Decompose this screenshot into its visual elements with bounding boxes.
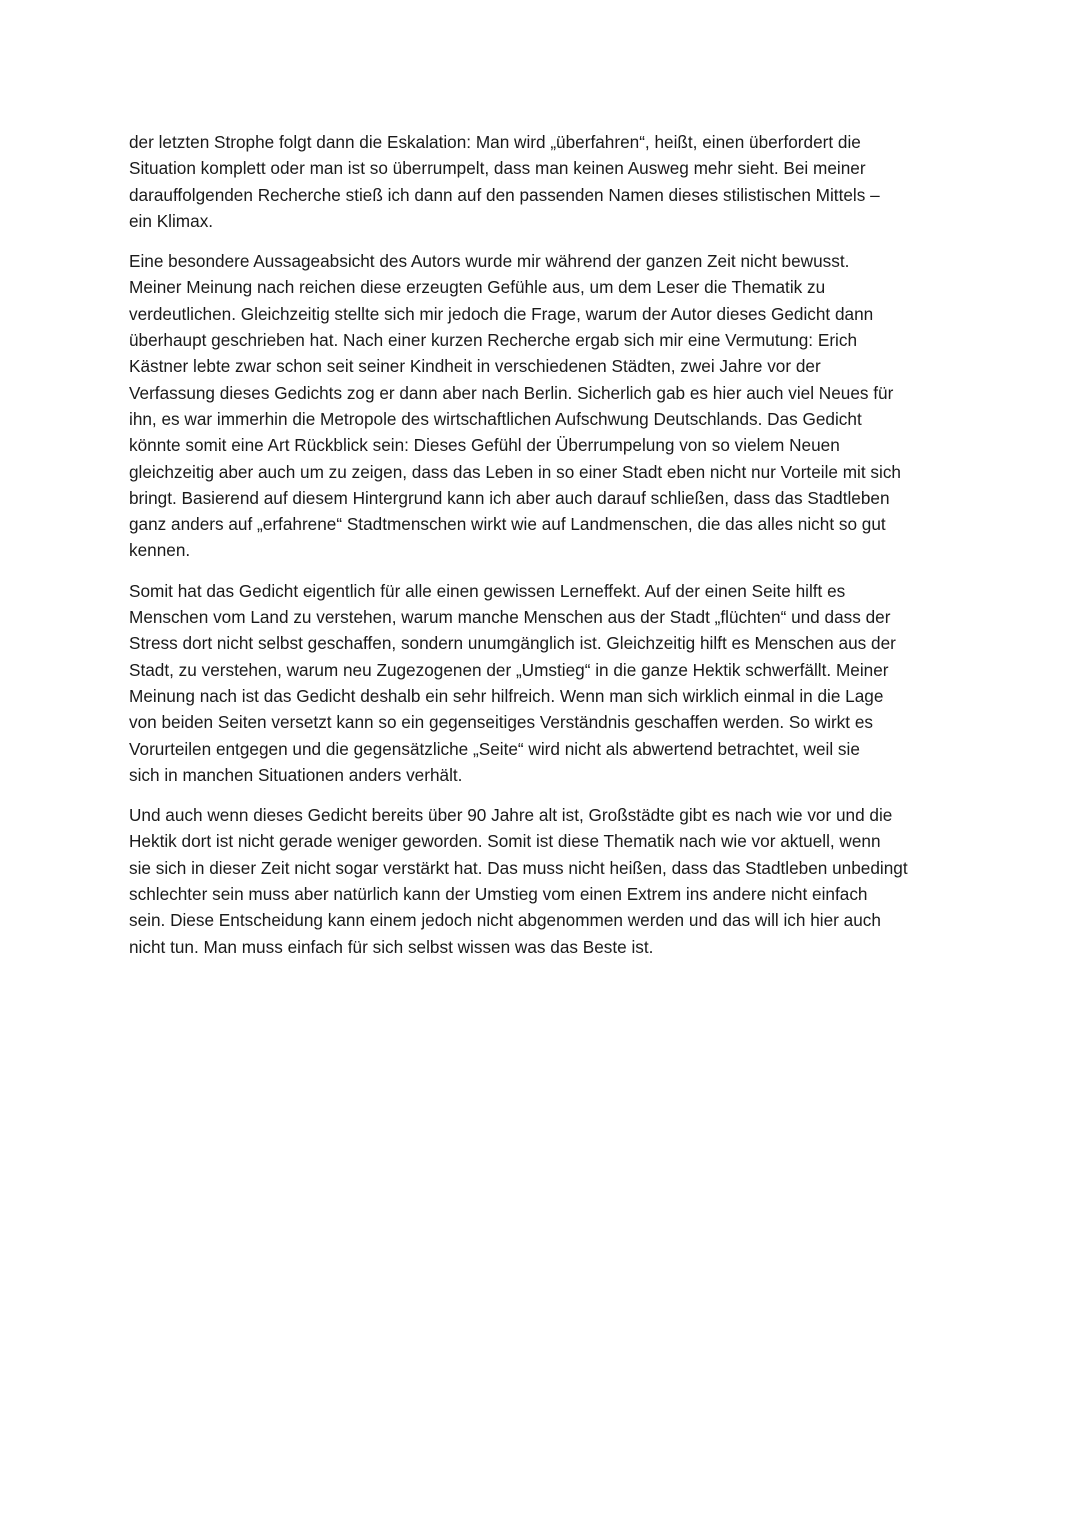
text-line: Meiner Meinung nach reichen diese erzeugten Gefühle aus, um dem Leser die Thematik zu: [129, 277, 826, 298]
text-line: gleichzeitig aber auch um zu zeigen, dass das Leben in so einer Stadt eben nicht nur Vorteile mit sich: [129, 461, 901, 482]
text-line: sein. Diese Entscheidung kann einem jedoch nicht abgenommen werden und das will ich hier auch: [129, 910, 881, 931]
text-line: Und auch wenn dieses Gedicht bereits über 90 Jahre alt ist, Großstädte gibt es nach wie vor und die: [129, 805, 893, 826]
paragraph-1: [129, 129, 955, 234]
text-line: Hektik dort ist nicht gerade weniger geworden. Somit ist diese Thematik nach wie vor aktuell, wenn: [129, 831, 881, 852]
text-line: Stress dort nicht selbst geschaffen, sondern unumgänglich ist. Gleichzeitig hilft es Menschen aus der: [129, 633, 896, 654]
text-line: Situation komplett oder man ist so überrumpelt, dass man keinen Ausweg mehr sieht. Bei meiner: [129, 158, 866, 179]
text-line: Stadt, zu verstehen, warum neu Zugezogenen der „Umstieg“ in die ganze Hektik schwerfällt. Meiner: [129, 659, 889, 680]
text-line: ihn, es war immerhin die Metropole des wirtschaftlichen Aufschwung Deutschlands. Das Gedicht: [129, 408, 862, 429]
text-line: Menschen vom Land zu verstehen, warum manche Menschen aus der Stadt „flüchten“ und dass der: [129, 607, 891, 628]
text-line: darauffolgenden Recherche stieß ich dann auf den passenden Namen dieses stilistischen Mittels –: [129, 184, 880, 205]
text-line: kennen.: [129, 540, 191, 561]
text-line: der letzten Strophe folgt dann die Eskalation: Man wird „überfahren“, heißt, einen überfordert die: [129, 132, 861, 152]
text-line: Verfassung dieses Gedichts zog er dann aber nach Berlin. Sicherlich gab es hier auch viel Neues für: [129, 382, 894, 403]
paragraph-2: [129, 248, 955, 564]
text-line: sie sich in dieser Zeit nicht sogar verstärkt hat. Das muss nicht heißen, dass das Stadtleben unbedingt: [129, 857, 908, 878]
text-line: bringt. Basierend auf diesem Hintergrund kann ich aber auch darauf schließen, dass das Stadtleben: [129, 487, 890, 508]
paragraph-4: [129, 802, 955, 960]
text-line: verdeutlichen. Gleichzeitig stellte sich mir jedoch die Frage, warum der Autor dieses Gedicht dann: [129, 303, 874, 324]
text-line: Kästner lebte zwar schon seit seiner Kindheit in verschiedenen Städten, zwei Jahre vor der: [129, 356, 821, 377]
text-line: ein Klimax.: [129, 210, 214, 231]
text-line: Eine besondere Aussageabsicht des Autors wurde mir während der ganzen Zeit nicht bewusst.: [129, 251, 850, 272]
text-line: Somit hat das Gedicht eigentlich für alle einen gewissen Lerneffekt. Auf der einen Seite hilft es: [129, 580, 846, 601]
text-line: schlechter sein muss aber natürlich kann der Umstieg vom einen Extrem ins andere nicht einfach: [129, 884, 868, 905]
text-line: überhaupt geschrieben hat. Nach einer kurzen Recherche ergab sich mir eine Vermutung: Erich: [129, 330, 858, 351]
paragraph-3: [129, 578, 955, 788]
document-body: [129, 129, 955, 974]
text-line: Vorurteilen entgegen und die gegensätzliche „Seite“ wird nicht als abwertend betrachtet, weil sie: [129, 738, 860, 759]
text-line: nicht tun. Man muss einfach für sich selbst wissen was das Beste ist.: [129, 936, 654, 957]
text-line: ganz anders auf „erfahrene“ Stadtmenschen wirkt wie auf Landmenschen, die das alles nicht so gut: [129, 514, 886, 535]
text-line: sich in manchen Situationen anders verhält.: [129, 764, 463, 785]
text-line: von beiden Seiten versetzt kann so ein gegenseitiges Verständnis geschaffen werden. So wirkt es: [129, 712, 873, 733]
text-line: Meinung nach ist das Gedicht deshalb ein sehr hilfreich. Wenn man sich wirklich einmal in die Lage: [129, 685, 884, 706]
text-line: könnte somit eine Art Rückblick sein: Dieses Gefühl der Überrumpelung von so vielem Neuen: [129, 435, 840, 456]
